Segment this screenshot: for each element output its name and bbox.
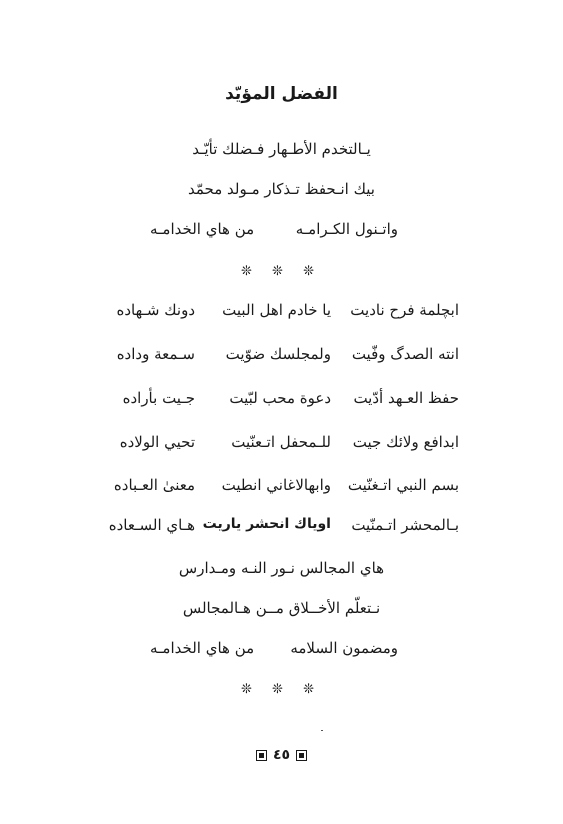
- stanza-cell: ابچلمة فرح ناديت: [350, 301, 459, 319]
- outro-line-3-left: من هاي الخدامـه: [150, 639, 255, 657]
- stanza-cell: سـمعة وداده: [116, 345, 195, 363]
- square-ornament-icon: [256, 750, 267, 761]
- stanza-row: [85, 516, 459, 540]
- page-footer: [0, 747, 563, 763]
- intro-line-1: يـالتخدم الأطـهار فـضلك تأيّـد: [192, 140, 371, 158]
- section-separator-2: ❊ ❊ ❊: [241, 682, 322, 697]
- outro-line-3: [150, 639, 398, 657]
- outro-line-3-right: ومضمون السلامه: [290, 639, 398, 657]
- stanza-cell: ابدافع ولائك جيت: [352, 433, 459, 451]
- stanza-cell: للـمحفل اتـعنّيت: [231, 433, 331, 451]
- outro-line-1: هاي المجالس نـور النـه ومـدارس: [178, 559, 385, 577]
- stanza-row: [85, 389, 459, 413]
- stanza-cell: معنىٰ العـباده: [113, 476, 195, 494]
- stanza-cell: ولمجلسك ضوّيت: [225, 345, 331, 363]
- poem-title: الفضل المؤيّد: [225, 84, 338, 104]
- stanza-cell: دونك شـهاده: [116, 301, 195, 319]
- outro-line-2: نـتعلّم الأخــلاق مــن هـالمجالس: [182, 599, 381, 617]
- section-separator: ❊ ❊ ❊: [241, 264, 322, 279]
- stanza-row: [85, 476, 459, 500]
- stanza-cell: وابهالاغاني انطيت: [221, 476, 331, 494]
- stanza-cell: دعوة محب لبّيت: [229, 389, 331, 407]
- stanza-cell-bold: اوياك انحشر ياريت: [202, 516, 331, 532]
- stanza-cell: هـاي السـعاده: [108, 516, 195, 534]
- stanza-cell: تحيي الولاده: [119, 433, 195, 451]
- intro-line-3-right: واتـنول الكـرامـه: [295, 220, 398, 238]
- intro-line-2: بيك انـحفظ تـذكار مـولد محمّد: [188, 180, 375, 198]
- stanza-row: [85, 433, 459, 457]
- stanza-row: [85, 301, 459, 325]
- page-number: ٤٥: [272, 747, 291, 763]
- intro-line-3-left: من هاي الخدامـه: [150, 220, 255, 238]
- stanza-cell: يا خادم اهل البيت: [222, 301, 331, 319]
- stanza-cell: انته الصدگ وفّيت: [351, 345, 459, 363]
- print-speck: [321, 730, 323, 731]
- stanza-cell: بسم النبي اتـغنّيت: [347, 476, 459, 494]
- stanza-cell: حفظ العـهد أدّيت: [353, 389, 459, 407]
- square-ornament-icon: [296, 750, 307, 761]
- intro-line-3: [150, 220, 398, 238]
- stanza-row: [85, 345, 459, 369]
- stanza-cell: جـيت بأراده: [122, 389, 195, 407]
- stanza-cell: بـالمحشر اتـمنّيت: [351, 516, 459, 534]
